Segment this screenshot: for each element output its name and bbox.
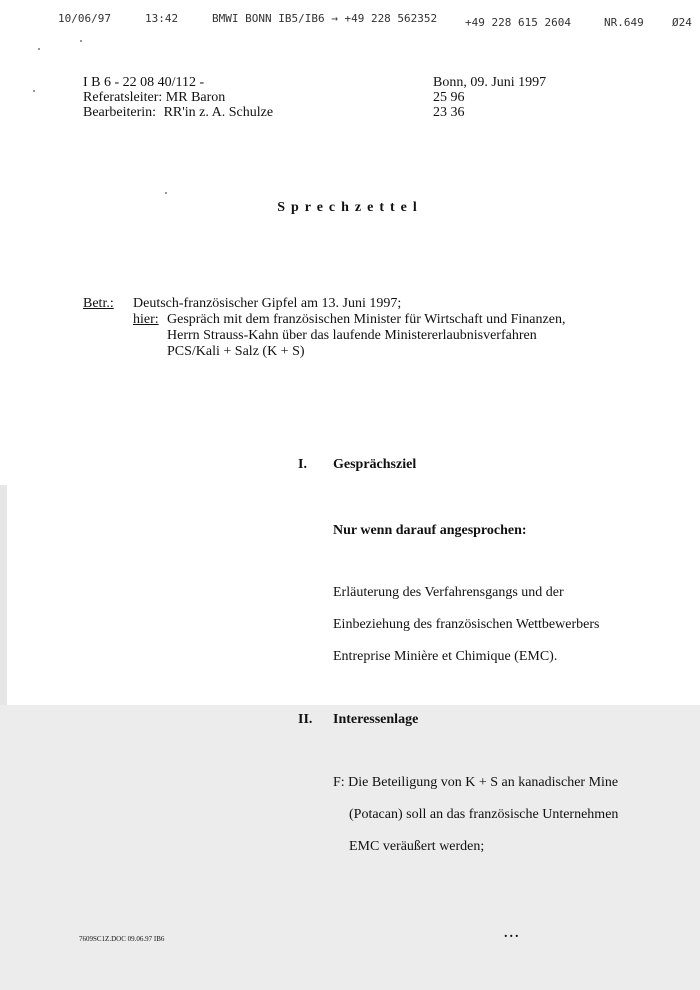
scan-speck <box>80 40 82 42</box>
head-name: MR Baron <box>165 90 226 105</box>
document-title: Sprechzettel <box>277 200 423 215</box>
scan-speck <box>33 90 35 92</box>
subject-line-1: Deutsch-französischer Gipfel am 13. Juni 1997; <box>133 296 402 311</box>
fax-recipient: +49 228 615 2604 <box>465 16 571 29</box>
fax-time: 13:42 <box>145 12 179 25</box>
section-2-text-1: F: Die Beteiligung von K + S an kanadischer Mine <box>333 775 619 790</box>
footer-doc-ref: 7609SC1Z.DOC 09.06.97 IB6 <box>79 935 165 943</box>
fax-page-number: NR.649 <box>604 16 644 29</box>
section-2-heading: Interessenlage <box>333 712 419 727</box>
section-1-condition: Nur wenn darauf angesprochen: <box>333 523 527 538</box>
clerk-label: Bearbeiterin: <box>83 105 157 120</box>
section-1-text-2: Einbeziehung des französischen Wettbewerbers <box>333 617 600 632</box>
section-1-heading: Gesprächsziel <box>333 457 417 472</box>
subject-line-3: Herrn Strauss-Kahn über das laufende Ministererlaubnisverfahren <box>167 328 537 343</box>
file-reference: I B 6 - 22 08 40/112 - <box>83 75 205 90</box>
clerk-line <box>83 105 273 121</box>
section-1-number: I. <box>298 457 307 472</box>
place-date: Bonn, 09. Juni 1997 <box>433 75 547 90</box>
clerk-name: RR'in z. A. Schulze <box>163 105 274 120</box>
fax-sender: BMWI BONN IB5/IB6 → +49 228 562352 <box>212 12 438 25</box>
fax-date: 10/06/97 <box>58 12 111 25</box>
scan-speck <box>38 48 40 50</box>
head-phone: 25 96 <box>433 90 465 105</box>
scan-speck <box>165 192 167 194</box>
section-2-text-2: (Potacan) soll an das französische Unternehmen <box>349 807 619 822</box>
fax-transmission-header <box>0 8 700 28</box>
section-1-text-3: Entreprise Minière et Chimique (EMC). <box>333 649 558 664</box>
scan-edge-shadow <box>0 485 7 705</box>
hier-label: hier: <box>133 312 159 327</box>
section-2-text-3: EMC veräußert werden; <box>349 839 485 854</box>
clerk-phone: 23 36 <box>433 105 465 120</box>
section-1-text-1: Erläuterung des Verfahrensgangs und der <box>333 585 564 600</box>
section-2-number: II. <box>298 712 313 727</box>
head-line <box>83 90 225 106</box>
subject-line-2: Gespräch mit dem französischen Minister für Wirtschaft und Finanzen, <box>167 312 566 327</box>
subject-line-4: PCS/Kali + Salz (K + S) <box>167 344 305 359</box>
subject-label: Betr.: <box>83 296 114 311</box>
head-label: Referatsleiter: <box>83 90 163 105</box>
fax-page-code: Ø24 <box>672 16 692 29</box>
continuation-mark: ... <box>504 926 521 941</box>
